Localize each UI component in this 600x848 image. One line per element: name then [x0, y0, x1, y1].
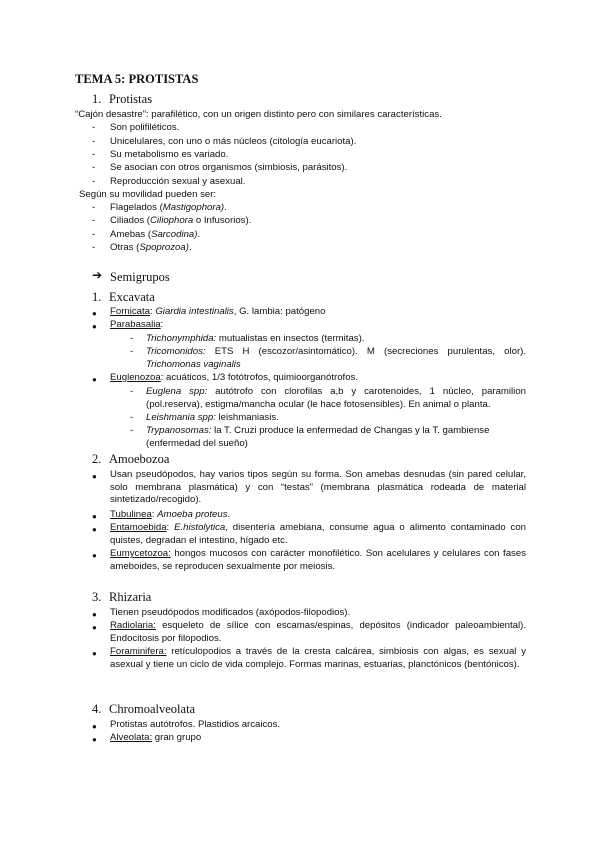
bullet-icon: ●: [92, 322, 97, 331]
dash-marker: -: [92, 149, 96, 160]
list-item: Reproducción sexual y asexual.: [110, 176, 246, 187]
list-item: Foraminifera: retículopodios a través de la cresta calcárea, simbiosis con algas, es sexual y asexual y tiene un ciclo de vida complejo. Formas marinas, estuarias, planctónicos (bentónicos).: [110, 646, 526, 670]
semigrupos-heading: Semigrupos: [110, 270, 170, 284]
dash-marker: -: [92, 215, 96, 226]
list-item: Fornicata: Giardia intestinalis, G. lambia: patógeno: [110, 306, 326, 317]
list-item: Ciliados (Ciliophora o Infusorios).: [110, 215, 252, 226]
dash-marker: -: [130, 425, 134, 436]
list-item: Euglenozoa: acuáticos, 1/3 fotótrofos, quimioorganótrofos.: [110, 372, 359, 383]
bullet-icon: ●: [92, 309, 97, 318]
dash-marker: -: [130, 412, 134, 423]
bullet-icon: ●: [92, 623, 97, 632]
bullet-icon: ●: [92, 722, 97, 731]
dash-marker: -: [130, 333, 134, 344]
list-item: Amebas (Sarcodina).: [110, 229, 201, 240]
list-item: Otras (Spoprozoa).: [110, 242, 192, 253]
list-item: Su metabolismo es variado.: [110, 149, 229, 160]
list-item: Radiolaria: esqueleto de sílice con escamas/espinas, depósitos (indicador paleoambiental). Endocitosis por filopodios.: [110, 620, 526, 644]
list-item: Usan pseudópodos, hay varios tipos según su forma. Son amebas desnudas (sin pared celular, solo membrana plasmática) y con “testas” (membrana plasmática rodeada de material sintetizado/recogido).: [110, 469, 526, 506]
list-item-continuation: (pol.reserva), estigma/mancha ocular (le hace fotosensibles). En animal o planta.: [146, 399, 491, 410]
list-item-continuation: (enfermedad del sueño): [146, 438, 248, 449]
list-item: Protistas autótrofos. Plastidios arcaicos.: [110, 719, 281, 730]
dash-marker: -: [92, 202, 96, 213]
list-item: Entamoebida: E.histolytica, disentería amebiana, consume agua o alimento contaminado con quistes, degradan el intestino, hígado etc.: [110, 522, 526, 546]
list-item: Leishmania spp: leishmaniasis.: [146, 412, 279, 423]
bullet-icon: ●: [92, 525, 97, 534]
list-item: Flagelados (Mastigophora).: [110, 202, 227, 213]
movilidad-intro: Según su movilidad pueden ser:: [79, 189, 217, 200]
list-item: Trypanosomas: la T. Cruzi produce la enfermedad de Changas y la T. gambiense: [146, 425, 490, 436]
list-item: Unicelulares, con uno o más núcleos (citología eucariota).: [110, 136, 357, 147]
page-title: TEMA 5: PROTISTAS: [75, 72, 199, 86]
list-item: Tubulinea: Amoeba proteus.: [110, 509, 231, 520]
dash-marker: -: [92, 242, 96, 253]
bullet-icon: ●: [92, 735, 97, 744]
dash-marker: -: [92, 176, 96, 187]
bullet-icon: ●: [92, 512, 97, 521]
arrow-icon: ➔: [92, 268, 103, 282]
dash-marker: -: [130, 386, 134, 397]
list-item: Se asocian con otros organismos (simbiosis, parásitos).: [110, 162, 348, 173]
list-item: Euglena spp: autótrofo con clorofilas a,b y carotenoides, 1 núcleo, paramilion: [146, 386, 526, 397]
list-item: Parabasalia:: [110, 319, 164, 330]
list-item: Tienen pseudópodos modificados (axópodos-filopodios).: [110, 607, 351, 618]
dash-marker: -: [92, 136, 96, 147]
bullet-icon: ●: [92, 375, 97, 384]
bullet-icon: ●: [92, 610, 97, 619]
dash-marker: -: [92, 122, 96, 133]
list-item-continuation: Trichomonas vaginalis: [146, 359, 241, 370]
list-item: Trichonymphida: mutualistas en insectos (termitas).: [146, 333, 365, 344]
protistas-intro: “Cajón desastre”: parafilético, con un origen distinto pero con similares características.: [75, 109, 442, 120]
dash-marker: -: [130, 346, 134, 357]
bullet-icon: ●: [92, 649, 97, 658]
dash-marker: -: [92, 229, 96, 240]
list-item: Tricomonidos: ETS H (escozor/asintomático). M (secreciones purulentas, olor).: [146, 346, 526, 357]
document-page: TEMA 5: PROTISTAS 1. Protistas “Cajón desastre”: parafilético, con un origen distinto pero con similares características. - Son polifiléticos. - Unicelulares, con uno o más núcleos (citología eucariota). - Su metabolismo es variado. - Se asocian con otros organismos (simbiosis, parásitos). - Reproducción sexual y asexual. Según su movilidad pueden ser: - Flagelados (Mastigophora). - Ciliados (Ciliophora o Infusorios). - Amebas (Sarcodina). - Otras (Spoprozoa). ➔ Semigrupos 1. Excavata ● Fornicata: Giardia intestinalis, G. lambia: patógeno ● Parabasalia: - Trichonymphida: mutualistas en insectos (termitas). - Tricomonidos: ETS H (escozor/asintomático). M (secreciones purulentas, olor). Trichomonas vaginalis ● Euglenozoa: acuáticos, 1/3 fotótrofos, quimioorganótrofos. - Euglena spp: autótrofo con clorofilas a,b y carotenoides, 1 núcleo, paramilion (pol.reserva), estigma/mancha ocular (le hace fotosensibles). En animal o planta. - Leishmania spp: leishmaniasis. - Trypanosomas: la T. Cruzi produce la enfermedad de Changas y la T. gambiense (enfermedad del sueño) 2. Amoebozoa ● Usan pseudópodos, hay varios tipos según su forma. Son amebas desnudas (sin pared celular, solo membrana plasmática) y con “testas” (membrana plasmática rodeada de material sintetizado/recogido). ● Tubulinea: Amoeba proteus. ● Entamoebida: E.histolytica, disentería amebiana, consume agua o alimento contaminado con quistes, degradan el intestino, hígado etc. ● Eumycetozoa: hongos mucosos con carácter monofilético. Son acelulares y celulares con fases ameboides, se reproducen sexualmente por meiosis. 3. Rhizaria ● Tienen pseudópodos modificados (axópodos-filopodios). ● Radiolaria: esqueleto de sílice con escamas/espinas, depósitos (indicador paleoambiental). Endocitosis por filopodios. ● Foraminifera: retículopodios a través de la cresta calcárea, simbiosis con algas, es sexual y asexual y tiene un ciclo de vida complejo. Formas marinas, estuarias, planctónicos (bentónicos). 4. Chromoalveolata ● Protistas autótrofos. Plastidios arcaicos. ● Alveolata: gran grupo: [0, 0, 600, 848]
bullet-icon: ●: [92, 551, 97, 560]
bullet-icon: ●: [92, 472, 97, 481]
list-item: Eumycetozoa: hongos mucosos con carácter monofilético. Son acelulares y celulares con fases ameboides, se reproducen sexualmente por meiosis.: [110, 548, 526, 572]
list-item: Son polifiléticos.: [110, 122, 180, 133]
dash-marker: -: [92, 162, 96, 173]
list-item: Alveolata: gran grupo: [110, 732, 202, 743]
